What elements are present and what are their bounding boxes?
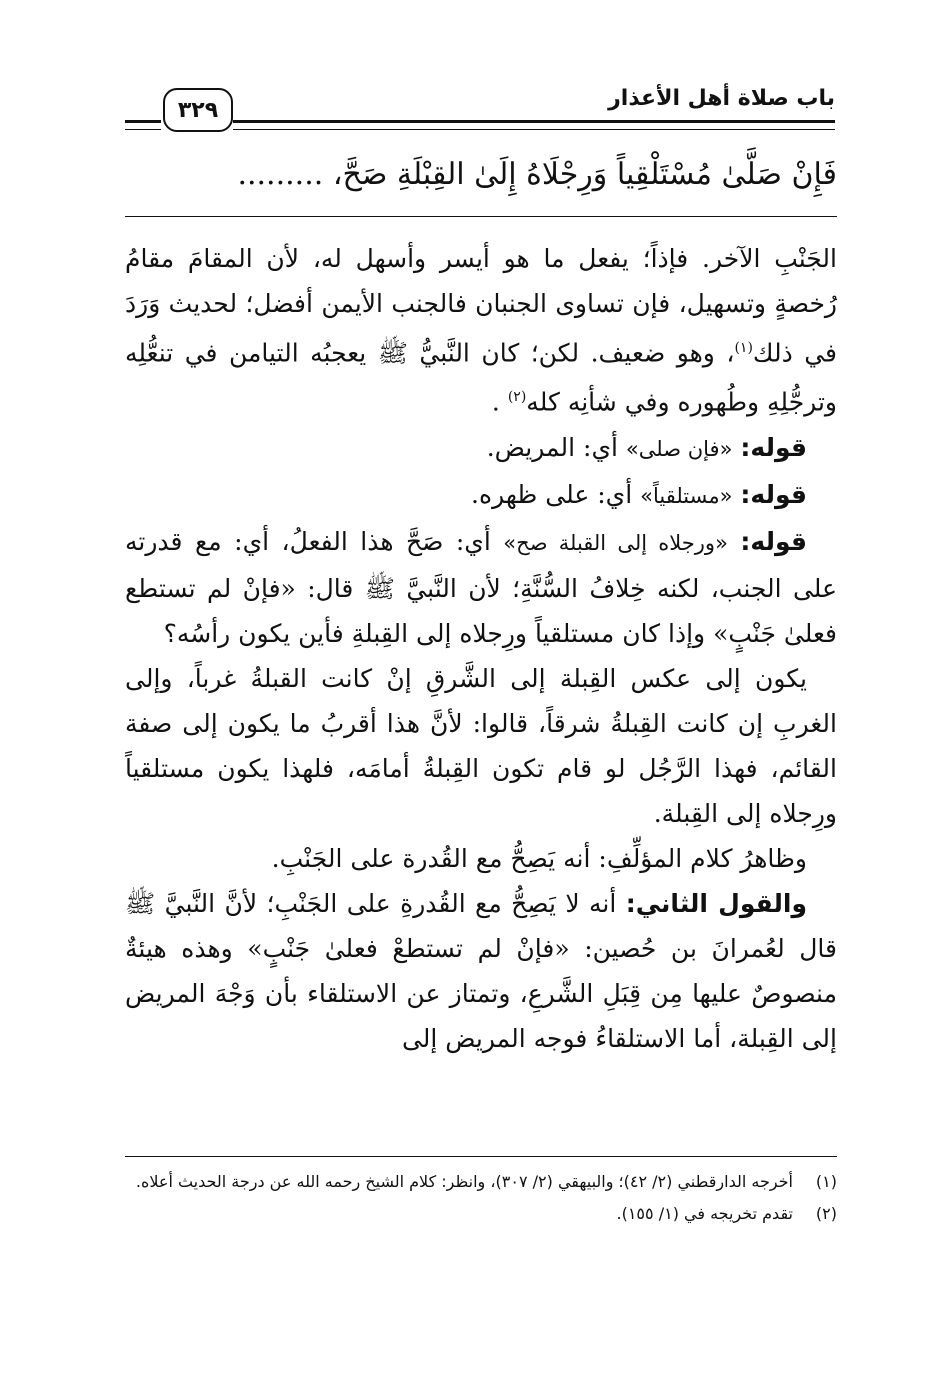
second-opinion-label: والقول الثاني: [625, 888, 807, 918]
page-number: ٣٢٩ [163, 88, 233, 132]
footnotes [125, 1166, 837, 1230]
header-rule-short [125, 120, 161, 130]
footnote-1 [125, 1166, 837, 1198]
commentary-body [125, 236, 837, 1061]
paragraph-6: وظاهرُ كلام المؤلِّفِ: أنه يَصِحُّ مع القُدرة على الجَنْبِ. [271, 843, 807, 873]
footnote-ref-2[interactable]: (٢) [507, 389, 527, 406]
qawl-label: قوله: [740, 526, 808, 556]
footnote-2 [125, 1198, 837, 1230]
matn-quote: «مستلقياً» [640, 483, 733, 508]
matn-quote: «ورجلاه إلى القبلة صح» [503, 530, 728, 555]
paragraph-3 [125, 472, 837, 519]
footnote-divider [125, 1156, 837, 1157]
paragraph-5: يكون إلى عكس القِبلة إلى الشَّرقِ إنْ كانت القبلةُ غرباً، وإلى الغربِ إن كانت القِبلةُ شرقاً، قالوا: لأنَّ هذا أقربُ ما يكون إلى صفة القائم، فهذا الرَّجُل لو قام تكون القِبلةُ أمامَه، فلهذا يكون مستلقياً ورِجلاه إلى القِبلة. [125, 663, 837, 828]
footnote-text: تقدم تخريجه في (١/ ١٥٥). [616, 1204, 793, 1223]
p1-end: . [491, 387, 500, 417]
qawl-label: قوله: [740, 479, 807, 509]
matn-quote: «فإن صلى» [625, 436, 733, 461]
paragraph-2 [125, 425, 837, 472]
p1-text: الجَنْبِ الآخر. فإذاً؛ يفعل ما هو أيسر وأسهل له، لأن المقامَ مقامُ رُخصةٍ وتسهيل، فإن تساوى الجنبان فالجنب الأيمن أفضل؛ لحديث وَرَدَ في ذلك [125, 244, 837, 368]
footnote-number: (١) [815, 1172, 837, 1191]
qawl-label: قوله: [740, 432, 807, 462]
footnote-ref-1[interactable]: (١) [734, 340, 753, 356]
matn-divider [125, 216, 837, 217]
p4-text: أي: صَحَّ هذا الفعلُ، أي: مع قدرته على الجنب، لكنه خِلافُ السُّنَّةِ؛ لأن النَّبيَّ ﷺ قال: «فإنْ لم تستطع فعلىٰ جَنْبٍ» وإذا كان مستلقياً ورِجلاه إلى القِبلةِ فأين يكون رأسُه؟ [125, 526, 837, 648]
paragraph-4 [125, 519, 837, 656]
matn-line [125, 150, 837, 200]
p3-text: أي: على ظهره. [471, 479, 633, 509]
page-header [125, 78, 835, 140]
paragraph-7 [125, 881, 837, 1061]
paragraph-1 [125, 236, 837, 425]
p7-text: أنه لا يَصِحُّ مع القُدرةِ على الجَنْبِ؛ لأنَّ النَّبيَّ ﷺ قال لعُمرانَ بن حُصين: «فإنْ لم تستطعْ فعلىٰ جَنْبٍ» وهذه هيئةٌ منصوصٌ عليها مِن قِبَلِ الشَّرعِ، وتمتاز عن الاستلقاء بأن وَجْهَ المريض إلى القِبلة، أما الاستلقاءُ فوجه المريض إلى [125, 888, 837, 1053]
p2-text: أي: المريض. [486, 432, 618, 462]
header-rule [233, 120, 835, 130]
chapter-title: باب صلاة أهل الأعذار [608, 86, 835, 111]
p1-text-2: ، وهو ضعيف. لكن؛ كان النَّبيُّ ﷺ يعجبُه التيامن في تنعُّلِه وترجُّلِهِ وطُهوره وفي شأنِه كله [125, 338, 837, 417]
matn-text: فَإِنْ صَلَّىٰ مُسْتَلْقِياً وَرِجْلَاهُ إِلَىٰ القِبْلَةِ صَحَّ، ......... [237, 157, 837, 192]
footnote-number: (٢) [815, 1204, 837, 1223]
footnote-text: أخرجه الدارقطني (٢/ ٤٢)؛ والبيهقي (٢/ ٣٠٧)، وانظر: كلام الشيخ رحمه الله عن درجة الحديث أعلاه. [135, 1172, 793, 1191]
